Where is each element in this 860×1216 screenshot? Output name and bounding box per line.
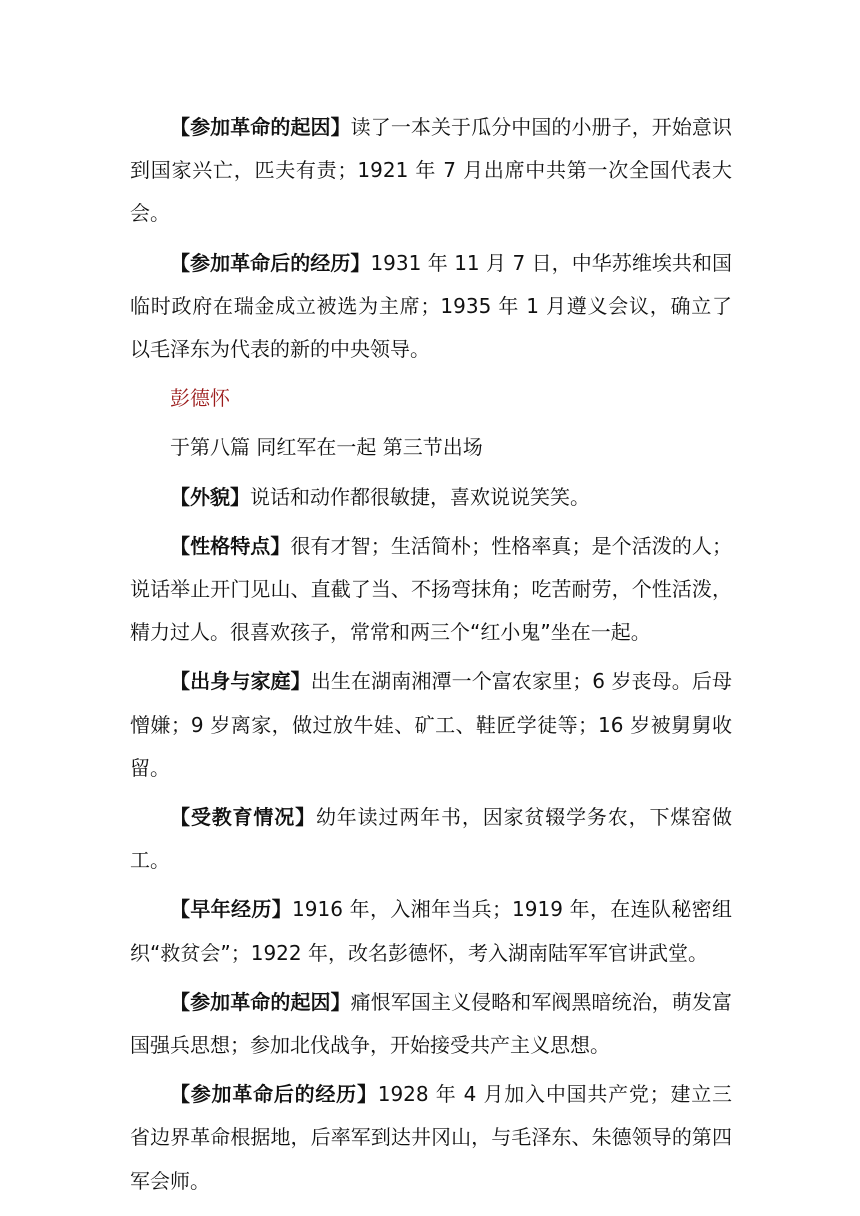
section-text: 很有才智；生活简朴；性格率真；是个活泼的人；说话举止开门见山、直截了当、不扬弯抹角；吃苦耐劳，个性活泼，精力过人。很喜欢孩子，常常和两三个“红小鬼”坐在一起。 <box>130 533 733 645</box>
paragraph-revolution-experience-1 <box>130 242 732 372</box>
paragraph-revolution-experience-2 <box>130 1073 732 1203</box>
section-text: 读了一本关于瓜分中国的小册子，开始意识到国家兴亡，匹夫有责；1921 年 7 月出席中共第一次全国代表大会。 <box>130 115 733 226</box>
section-label: 【外貌】 <box>170 484 250 509</box>
section-label: 【早年经历】 <box>170 897 293 922</box>
paragraph-looks <box>130 476 732 519</box>
section-text: 1916 年，入湘年当兵；1919 年，在连队秘密组织“救贫会”；1922 年，改名彭德怀，考入湖南陆军军官讲武堂。 <box>130 897 733 965</box>
paragraph-revolution-cause-1 <box>130 106 732 236</box>
section-label: 【受教育情况】 <box>170 805 316 830</box>
document-page <box>130 106 732 1209</box>
section-text: 出生在湖南湘潭一个富农家里；6 岁丧母。后母憎嫌；9 岁离家，做过放牛娃、矿工、鞋匠学徒等；16 岁被舅舅收留。 <box>130 669 733 780</box>
person-name-heading: 彭德怀 <box>170 386 230 411</box>
section-label: 【参加革命后的经历】 <box>170 1082 378 1107</box>
paragraph-family-background <box>130 660 732 790</box>
section-text: 幼年读过两年书，因家贫辍学务农，下煤窑做工。 <box>130 805 733 873</box>
section-label: 【性格特点】 <box>170 533 291 558</box>
section-text: 说话和动作都很敏捷，喜欢说说笑笑。 <box>250 484 590 509</box>
paragraph-education <box>130 796 732 882</box>
paragraph-personality <box>130 525 732 655</box>
section-label: 【参加革命后的经历】 <box>170 250 371 275</box>
section-text: 痛恨军国主义侵略和军阀黑暗统治，萌发富国强兵思想；参加北伐战争，开始接受共产主义思想。 <box>130 989 733 1058</box>
section-label: 【出身与家庭】 <box>170 669 311 694</box>
paragraph-early-experience <box>130 888 732 974</box>
section-label: 【参加革命的起因】 <box>170 115 351 139</box>
section-text: 1928 年 4 月加入中国共产党；建立三省边界革命根据地，后率军到达井冈山，与毛泽东、朱德领导的第四军会师。 <box>130 1082 732 1193</box>
paragraph-revolution-cause-2 <box>130 981 732 1067</box>
appearance-chapter-line: 于第八篇 同红军在一起 第三节出场 <box>170 435 483 460</box>
section-label: 【参加革命的起因】 <box>170 989 351 1014</box>
section-text: 1931 年 11 月 7 日，中华苏维埃共和国临时政府在瑞金成立被选为主席；1935 年 1 月遵义会议，确立了以毛泽东为代表的新的中央领导。 <box>130 250 733 362</box>
